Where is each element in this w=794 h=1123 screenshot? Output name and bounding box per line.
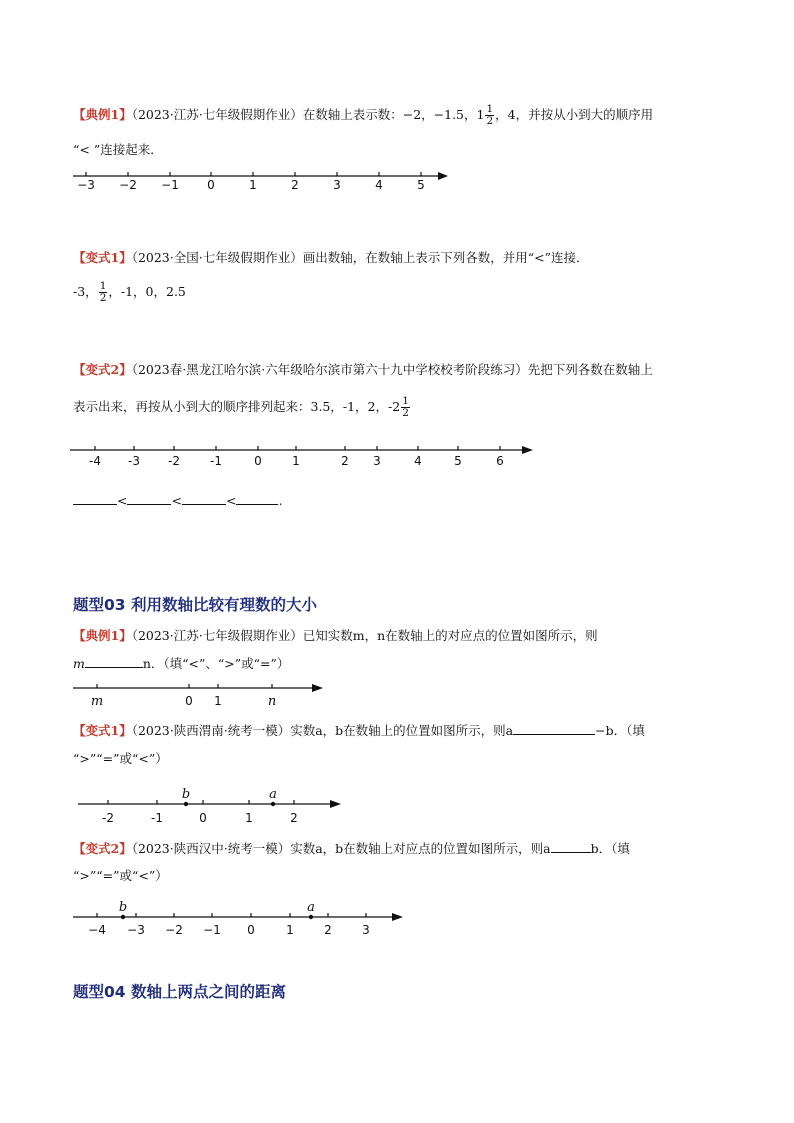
axis-label: -2 [168,454,180,468]
axis-label: 2 [290,811,298,825]
variant-tag: 【变式1】 [73,723,132,738]
axis-label: m [90,694,104,709]
axis-label: 5 [417,178,425,192]
axis-label: 5 [454,454,462,468]
axis-label: 0 [199,811,207,825]
axis-label: -2 [102,811,114,825]
axis-label: −3 [127,923,145,937]
point-b [121,915,125,919]
axis-label: 1 [214,694,222,708]
less-than-sign: < [117,493,128,508]
less-than-sign: < [171,493,182,508]
axis-label: 6 [496,454,504,468]
variant1-numbers [73,281,186,304]
question-text: 已知实数m，n在数轴上的对应点的位置如图所示，则 [302,628,598,643]
axis-label: −1 [203,923,221,937]
point-label-a: a [307,900,315,915]
period: . [278,493,283,508]
point-b [184,802,188,806]
axis-label: 0 [185,694,193,708]
section-heading-03: 题型03 利用数轴比较有理数的大小 [73,596,317,614]
variant1-line1 [73,249,588,267]
axis-label: 2 [291,178,299,192]
variant-tag: 【变式1】 [73,250,132,265]
axis-label: -3 [128,454,140,468]
question-text: 在数轴上表示数：−2，−1.5，1 [302,107,485,122]
axis-label: -1 [151,811,163,825]
number-line-variant3 [0,786,794,826]
axis-label: −4 [88,923,106,937]
var-m: m [73,656,85,671]
section-heading-04: 题型04 数轴上两点之间的距离 [73,983,286,1001]
numbers-part-b: ，-1，0，2.5 [108,284,186,299]
fraction-one-half: $\frac{1}{2}$ [486,103,494,127]
axis-label: -1 [210,454,222,468]
answer-blank-1[interactable] [73,492,117,505]
point-label-a: a [269,787,277,802]
less-than-sign: < [225,493,237,508]
question-text-cont: b．（填 [590,841,630,856]
source: （2023·全国·七年级假期作业） [131,250,303,265]
axis-label: 2 [324,923,332,937]
axis-label: 3 [333,178,341,192]
axis-label: −3 [77,178,95,192]
question-text: 实数a，b在数轴上的位置如图所示，则a [290,723,514,738]
example1-line1 [73,104,653,127]
source: （2023春·黑龙江哈尔滨·六年级哈尔滨市第六十九中学校校考阶段练习） [131,362,528,377]
source: （2023·陕西汉中·统考一模） [131,841,291,856]
question-text: 实数a，b在数轴上对应点的位置如图所示，则a [290,841,551,856]
axis-label: -4 [89,454,101,468]
variant2-line2 [73,396,411,419]
answer-blanks [73,492,282,510]
variant-tag: 【变式2】 [73,841,132,856]
example1-line2: “< ”连接起来． [73,142,163,157]
source: （2023·江苏·七年级假期作业） [131,107,303,122]
fraction-one-half: $\frac{1}{2}$ [99,280,107,304]
answer-blank-3[interactable] [182,492,226,505]
point-a [271,802,275,806]
point-label-b: b [118,900,128,915]
answer-blank-2[interactable] [127,492,171,505]
question-text-cont: ，4，并按从小到大的顺序用 [495,107,654,122]
question-text-cont: 表示出来，再按从小到大的顺序排列起来：3.5，-1，2，-2 [73,399,401,414]
number-line-variant4 [0,898,794,938]
axis-label: −2 [165,923,183,937]
axis-label: 4 [414,454,422,468]
example2-line2 [73,655,289,673]
axis-label: 0 [247,923,255,937]
example2-line1 [73,627,598,645]
source: （2023·陕西渭南·统考一模） [131,723,291,738]
variant-tag: 【变式2】 [73,362,132,377]
axis-label: −2 [119,178,137,192]
variant4-line2: “>”“=”或“<”） [73,868,168,883]
question-text-cont: n．（填“<”、“>”或“=”） [142,656,290,671]
number-line-example1 [0,166,794,196]
axis-label: 1 [292,454,300,468]
axis-label: 4 [375,178,383,192]
question-text: 画出数轴，在数轴上表示下列各数，并用“<”连接． [302,250,589,265]
axis-label: 3 [362,923,370,937]
source: （2023·江苏·七年级假期作业） [131,628,303,643]
axis-label: n [267,694,277,709]
variant3-line1 [73,722,645,740]
axis-label: 2 [341,454,349,468]
variant3-line2: “>”“=”或“<”） [73,751,168,766]
answer-blank[interactable] [513,722,595,735]
example-tag: 【典例1】 [73,107,132,122]
variant2-line1 [73,361,653,379]
answer-blank[interactable] [551,840,591,853]
axis-label: 0 [254,454,262,468]
axis-label: 1 [286,923,294,937]
question-text: 先把下列各数在数轴上 [527,362,653,377]
answer-blank[interactable] [85,655,143,668]
variant4-line1 [73,840,630,858]
example-tag: 【典例1】 [73,628,132,643]
number-line-variant2 [0,440,794,474]
point-a [309,915,313,919]
axis-label: 0 [207,178,215,192]
numbers-part-a: -3， [73,284,98,299]
axis-label: 3 [373,454,381,468]
axis-label: 1 [249,178,257,192]
axis-label: −1 [161,178,179,192]
point-label-b: b [181,787,191,802]
axis-label: 1 [245,811,253,825]
answer-blank-4[interactable] [236,492,278,505]
question-text-cont: −b．（填 [595,723,645,738]
number-line-example2 [0,678,794,710]
fraction-one-half: $\frac{1}{2}$ [402,395,409,419]
